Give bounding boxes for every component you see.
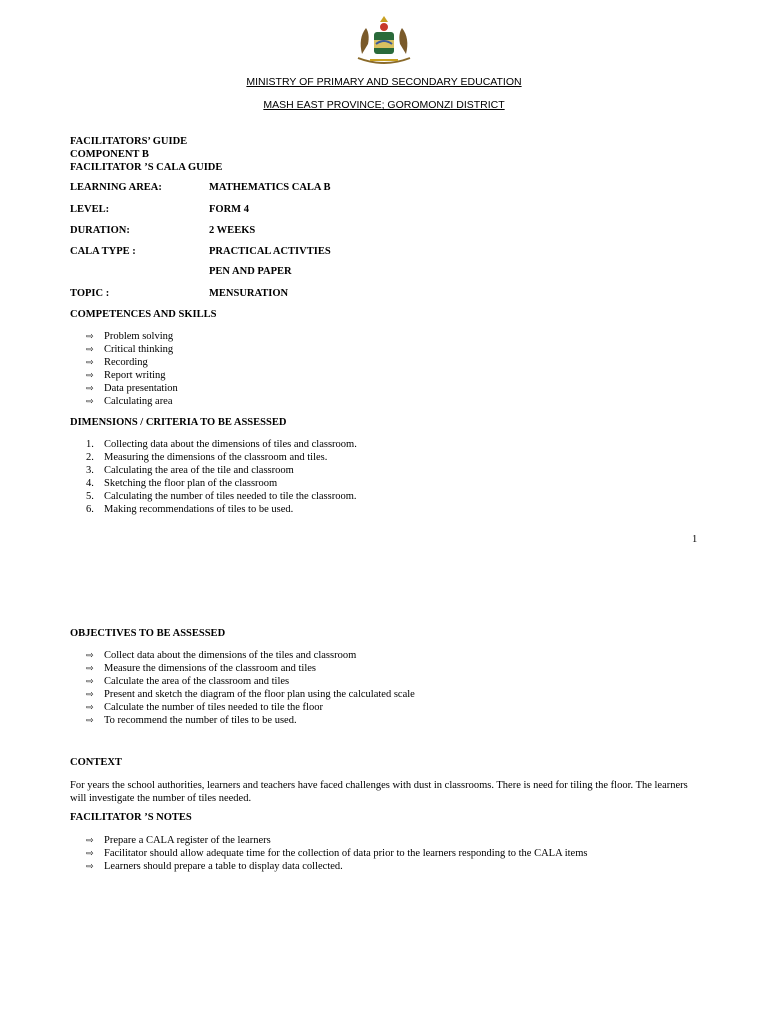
list-item: ⇨ Measure the dimensions of the classroom and tiles [86,663,316,674]
context-heading: CONTEXT [70,757,122,768]
topic-value: MENSURATION [209,288,289,299]
duration-label: DURATION: [70,225,130,236]
arrow-bullet-icon: ⇨ [86,862,94,872]
arrow-bullet-icon: ⇨ [86,664,94,674]
list-item: ⇨ Critical thinking [86,344,174,355]
list-item: 6. Making recommendations of tiles to be used. [86,504,294,515]
guide-title: FACILITATORS’ GUIDE [70,136,188,147]
list-item: 5. Calculating the number of tiles needed to tile the classroom. [86,491,357,502]
coat-of-arms-emblem [352,14,416,66]
objectives-heading: OBJECTIVES TO BE ASSESSED [70,628,226,639]
arrow-bullet-icon: ⇨ [86,716,94,726]
list-item: ⇨ Report writing [86,370,166,381]
arrow-bullet-icon: ⇨ [86,849,94,859]
list-item: 4. Sketching the floor plan of the classroom [86,478,278,489]
context-paragraph: For years the school authorities, learners and teachers have faced challenges with dust in classrooms. There is need for tiling the floor. The learners will investigate the number of tiles needed. [70,780,688,804]
competences-list [86,330,178,408]
arrow-bullet-icon: ⇨ [86,836,94,846]
list-item: ⇨ Collect data about the dimensions of the tiles and classroom [86,650,357,661]
list-item: 2. Measuring the dimensions of the classroom and tiles. [86,452,328,463]
learning-area-value: MATHEMATICS CALA B [209,182,331,193]
competences-heading: COMPETENCES AND SKILLS [70,309,217,320]
list-item: ⇨ To recommend the number of tiles to be used. [86,715,297,726]
cala-guide-title: FACILITATOR ’S CALA GUIDE [70,162,223,173]
list-item: ⇨ Calculate the area of the classroom and tiles [86,676,290,687]
cala-type-label: CALA TYPE : [70,246,136,257]
learning-area-label: LEARNING AREA: [70,182,162,193]
component-title: COMPONENT B [70,149,149,160]
arrow-bullet-icon: ⇨ [86,651,94,661]
objectives-list [86,649,415,727]
list-item: ⇨ Recording [86,357,148,368]
province-heading: MASH EAST PROVINCE; GOROMONZI DISTRICT [263,99,505,111]
list-item: ⇨ Prepare a CALA register of the learners [86,835,271,846]
dimensions-list [86,438,357,516]
arrow-bullet-icon: ⇨ [86,371,94,381]
list-item: ⇨ Facilitator should allow adequate time for the collection of data prior to the learners responding to the CALA items [86,848,588,859]
cala-type-value-practical: PRACTICAL ACTIVTIES [209,246,331,257]
level-label: LEVEL: [70,204,110,215]
facilitator-notes-heading: FACILITATOR ’S NOTES [70,812,192,823]
page-number: 1 [692,534,698,545]
topic-label: TOPIC : [70,288,110,299]
level-value: FORM 4 [209,204,249,215]
arrow-bullet-icon: ⇨ [86,677,94,687]
cala-type-value-pen-paper: PEN AND PAPER [209,266,292,277]
list-item: ⇨ Calculate the number of tiles needed to tile the floor [86,702,323,713]
arrow-bullet-icon: ⇨ [86,397,94,407]
arrow-bullet-icon: ⇨ [86,358,94,368]
list-item: ⇨ Calculating area [86,396,173,407]
arrow-bullet-icon: ⇨ [86,384,94,394]
list-item: 1. Collecting data about the dimensions of tiles and classroom. [86,439,357,450]
list-item: ⇨ Data presentation [86,383,178,394]
list-item: ⇨ Learners should prepare a table to display data collected. [86,861,343,872]
ministry-heading: MINISTRY OF PRIMARY AND SECONDARY EDUCATION [246,76,522,88]
facilitator-notes-list [86,834,587,873]
duration-value: 2 WEEKS [209,225,256,236]
arrow-bullet-icon: ⇨ [86,690,94,700]
list-item: ⇨ Present and sketch the diagram of the floor plan using the calculated scale [86,689,415,700]
arrow-bullet-icon: ⇨ [86,345,94,355]
arrow-bullet-icon: ⇨ [86,332,94,342]
arrow-bullet-icon: ⇨ [86,703,94,713]
list-item: 3. Calculating the area of the tile and classroom [86,465,294,476]
dimensions-heading: DIMENSIONS / CRITERIA TO BE ASSESSED [70,417,287,428]
list-item: ⇨ Problem solving [86,331,174,342]
